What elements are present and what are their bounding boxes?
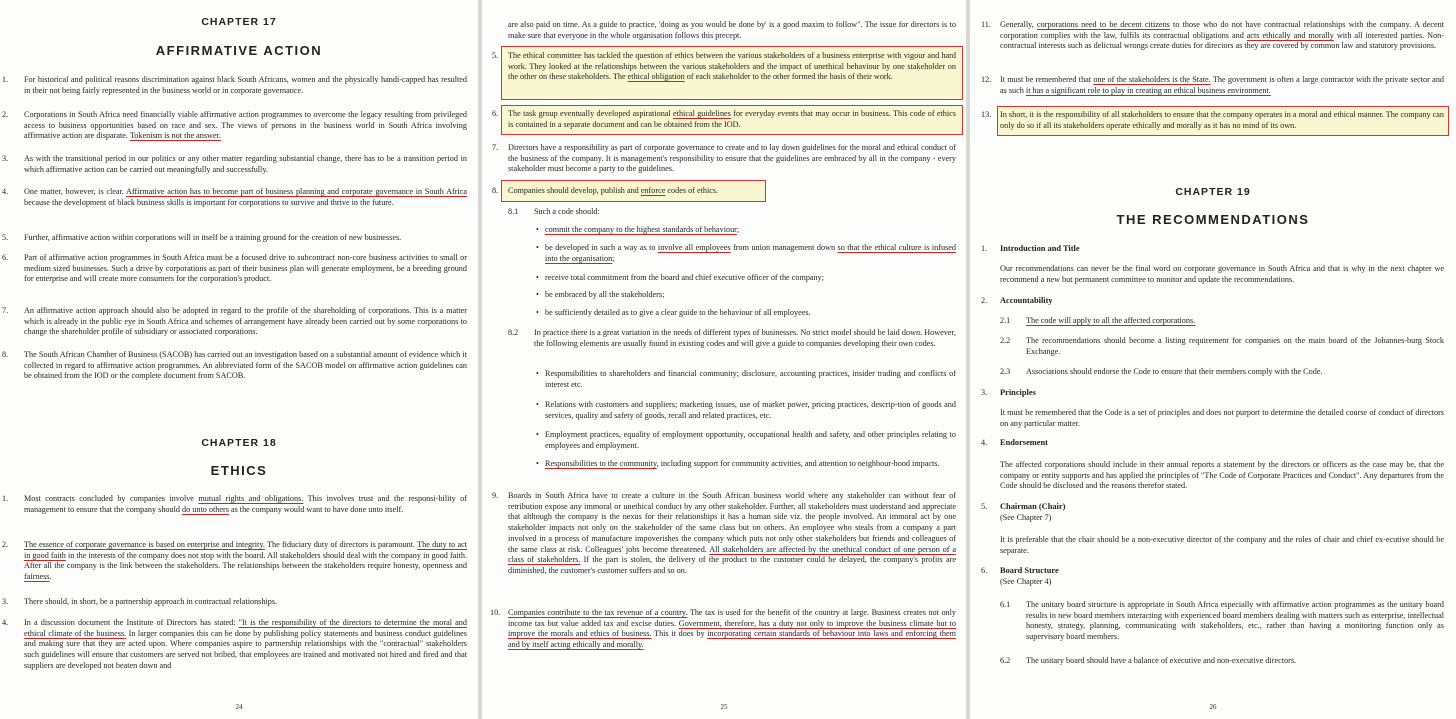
list-item: • be embraced by all the stakeholders; [536,290,665,299]
list-item: • Responsibilities to shareholders and financial community; disclosure, accounting practices, insider trading and conflicts of interest etc. [536,369,956,389]
chapter-title: ETHICS [210,463,268,478]
chapter-title: THE RECOMMENDATIONS [1116,212,1310,227]
paragraph: Our recommendations can never be the final word on corporate governance in South Africa and that is why in the next chapter we recommend a new but permanent committee to monitor and update the recommendations. [1000,264,1444,284]
list-item: • Responsibilities to the community, including support for community activities, and attention to neighbour-hood impacts. [536,459,940,468]
chapter-label: CHAPTER 17 [201,16,277,28]
section-heading: 1. Introduction and Title [981,244,1080,253]
page-number: 24 [235,703,243,711]
paragraph: 4. One matter, however, is clear. Affirmative action has to become part of business planning and corporate governance in South Africa because the development of black business skills is important for corporations to survive and thrive in the future. [2,187,468,207]
paragraph: 11. Generally, corporations need to be decent citizens to those who do not have contractual relationships with the company. A decent corporation complies with the law, fulfils its contractual obligations and acts ethically and morally with all interested parties. Non-contractual interests such as delictual wrongs create duties for directors as they are covered by common law and statutory provisions. [981,20,1444,51]
section-heading: 4. Endorsement [981,438,1048,447]
paragraph: 6. The task group eventually developed aspirational ethical guidelines for everyday events that may occur in business. This code of ethics is contained in a separate document and can be obtained from the IOD. [492,109,956,129]
paragraph: 2. Corporations in South Africa need financially viable affirmative action programmes to overcome the legacy resulting from privileged access to business opportunities based on race and sex. The views of persons in the business world in South Africa involving affirmative action are disparate. Tokenism is not the answer. [2,110,467,141]
paragraph: 7. Directors have a responsibility as part of corporate governance to create and to lay down guidelines for the moral and ethical conduct of the business of the company. It is management's responsibility to ensure that the guidelines are embraced by all in the company - every stakeholder must become a party to the guidelines. [492,143,956,174]
page-number: 26 [1209,703,1217,711]
section-heading: 2. Accountability [981,296,1053,305]
section-heading: 5. Chairman (Chair) [981,502,1066,511]
list-item: • receive total commitment from the board and chief executive officer of the company; [536,273,825,282]
paragraph: 8.2 In practice there is a great variation in the needs of different types of businesses. No strict model should be laid down. However, the following elements are usually found in existing codes and will give a guide to companies developing their own codes. [508,328,956,348]
paragraph: 4. In a discussion document the Institute of Directors has stated: "It is the responsibility of the directors to determine the moral and ethical climate of the business. In larger companies this can be done by publishing policy statements and business conduct guidelines and making sure that they are acted upon. Where companies aspire to partnership relationships with the "contractual" stakeholders such guidelines will ensure that customers are served not bribed, that employees are trained and motivated not hired and fired and that suppliers are developed not beaten down and [2,618,467,670]
list-item: • Relations with customers and suppliers; marketing issues, use of market power, pricing practices, descrip-tion of goods and services, quality and safety of goods, recall and related practices, etc. [536,400,956,420]
paragraph: 2.2 The recommendations should become a listing requirement for companies on the main board of the Johannes-burg Stock Exchange. [1000,336,1444,356]
paragraph: 2.3 Associations should endorse the Code to ensure that their members comply with the Code. [1000,367,1323,376]
paragraph: 8.1 Such a code should: [508,207,600,216]
paragraph: The affected corporations should include in their annual reports a statement by the directors or officers as the case may be, that the company or entity supports and has applied the principles of "The Code of Corporate Practices and Conduct". Any departures from the Code should be disclosed and the reasons therefor stated. [1000,460,1444,491]
list-item: • be developed in such a way as to involve all employees from union management down so that the ethical culture is infused into the organisation; [536,243,956,263]
paragraph: 1. Most contracts concluded by companies involve mutual rights and obligations. This involves trust and the responsi-bility of management to ensure that the company should do unto others as the company would want to have done unto itself. [2,494,467,514]
paragraph: 10. Companies contribute to the tax revenue of a country. The tax is used for the benefit of the country at large. Business creates not only income tax but value added tax and excise duties. Government, therefore, has a duty not only to improve the business climate but to improve the morals and ethics of business. This it does by incorporating certain standards of behaviour into laws and enforcing them and by itself acting ethically and morally. [490,608,957,650]
paragraph: 5. The ethical committee has tackled the question of ethics between the various stakeholders of a business enterprise with vigour and hard work. They looked at the relationships between the various stakeholders and the impact of unethical behaviour by one stakeholder on the other on these stakeholders. The ethical obligation of each stakeholder to the other formed the basis of their work. [492,51,956,82]
paragraph: It must be remembered that the Code is a set of principles and does not purport to determine the detailed course of conduct of directors on any particular matter. [1000,408,1444,428]
list-item: • be sufficiently detailed as to give a clear guide to the behaviour of all employees. [536,308,811,317]
paragraph: are also paid on time. As a guide to practice, 'doing as you would be done by' is a good maxim to follow". The issue for directors is to make sure that everyone in the whole organisation follows this precept. [508,20,956,40]
chapter-title: AFFIRMATIVE ACTION [155,43,323,58]
paragraph: 1. For historical and political reasons discrimination against black South Africans, women and the physically handi-capped has resulted in their not being fairly represented in the business world or in corporate governance. [2,75,467,95]
paragraph: 9. Boards in South Africa have to create a culture in the South African business world where any stakeholder can without fear of retribution expose any immoral or unethical conduct by any other stakeholder. Further, all stakeholders must understand and appreciate that although the company is the nexus for their relationships it has a human side viz. the people involved. An immoral act by one stakeholder impacts not only on the stakeholder of the same class but on others. An employee who steals from a company a part involved in a process of manufacture impoverishes the company which puts not only other stakeholders but friends and colleagues of the same class at risk. Colleagues' jobs become threatened. All stakeholders are affected by the unethical conduct of one person of a class of stakeholders. If the part is stolen, the delivery of the product to the customer could be delayed, the company's profits are diminished, the customer's customer suffers and so on. [492,491,956,575]
chapter-label: CHAPTER 19 [1175,186,1251,198]
paragraph: 6.2 The unitary board should have a balance of executive and non-executive directors. [1000,656,1297,665]
paragraph: It is preferable that the chair should be a non-executive director of the company and the roles of chair and chief ex-ecutive should be separate. [1000,535,1444,555]
paragraph: 2. The essence of corporate governance is based on enterprise and integrity. The fiduciary duty of directors is paramount. The duty to act in good faith in the interests of the company does not stop with the board. All stakeholders should deal with the company in good faith. After all the company is the link between the stakeholders. The relationships between the stakeholders require honesty, openness and fairness. [2,540,467,582]
page-number: 25 [720,703,728,711]
list-item: • Employment practices, equality of employment opportunity, occupational health and safety, and other principles relating to employees and employment. [536,430,956,450]
paragraph: 3. As with the transitional period in our politics or any other matter regarding substantial change, there has to be a transition period in which affirmative action can be carried out meaningfully and successfully. [2,154,467,174]
cross-reference: (See Chapter 7) [1000,513,1052,522]
paragraph: 6. Part of affirmative action programmes in South Africa must be a focused drive to subcontract non-core business activities to small or medium sized businesses. Such a drive by corporations as part of their business plan will generate employment, be a breeding ground for enterprise and will create more consumers for the corporation's product. [2,253,467,284]
paragraph: 6.1 The unitary board structure is appropriate in South Africa especially with affirmative action programmes as the unitary board results in new board members interacting with experienced board members dealing with matters such as enterprise, intellectual honesty, strategy, planning, communicating with stakeholders, etc., rather than having a monitoring function only as supervisory board members. [1000,600,1444,642]
document-page-26 [970,0,1456,719]
cross-reference: (See Chapter 4) [1000,577,1052,586]
paragraph: 8. Companies should develop, publish and enforce codes of ethics. [492,186,719,195]
section-heading: 6. Board Structure [981,566,1059,575]
list-item: • commit the company to the highest standards of behaviour; [536,225,740,234]
paragraph: 12. It must be remembered that one of the stakeholders is the State. The government is often a large contractor with the private sector and as such it has a significant role to play in creating an ethical business environment. [981,75,1445,95]
paragraph: 3. There should, in short, be a partnership approach in contractual relationships. [2,597,278,606]
document-page-24 [0,0,478,719]
paragraph: 13. In short, it is the responsibility of all stakeholders to ensure that the company operates in a moral and ethical manner. The company can only do so if all its stakeholders operate ethically and morally as it has no mind of its own. [981,110,1444,130]
paragraph: 8. The South African Chamber of Business (SACOB) has carried out an investigation based on a substantial amount of evidence which it collected in regard to affirmative action programmes. An abbreviated form of the SACOB model on affirmative action guidelines can be obtained from the IOD or the complete document from SACOB. [2,350,467,381]
document-page-25 [482,0,966,719]
section-heading: 3. Principles [981,388,1036,397]
paragraph: 7. An affirmative action approach should also be adopted in regard to the profile of the shareholding of corporations. This is a matter which is already in the public eye in South Africa and schemes of arrangement have already been carried out by some corporations to change the shareholder profile of subsidiary or associated corporations. [2,306,467,337]
paragraph: 5. Further, affirmative action within corporations will in itself be a training ground for the creation of new businesses. [2,233,402,242]
chapter-label: CHAPTER 18 [201,437,277,449]
paragraph: 2.1 The code will apply to all the affected corporations. [1000,316,1196,325]
